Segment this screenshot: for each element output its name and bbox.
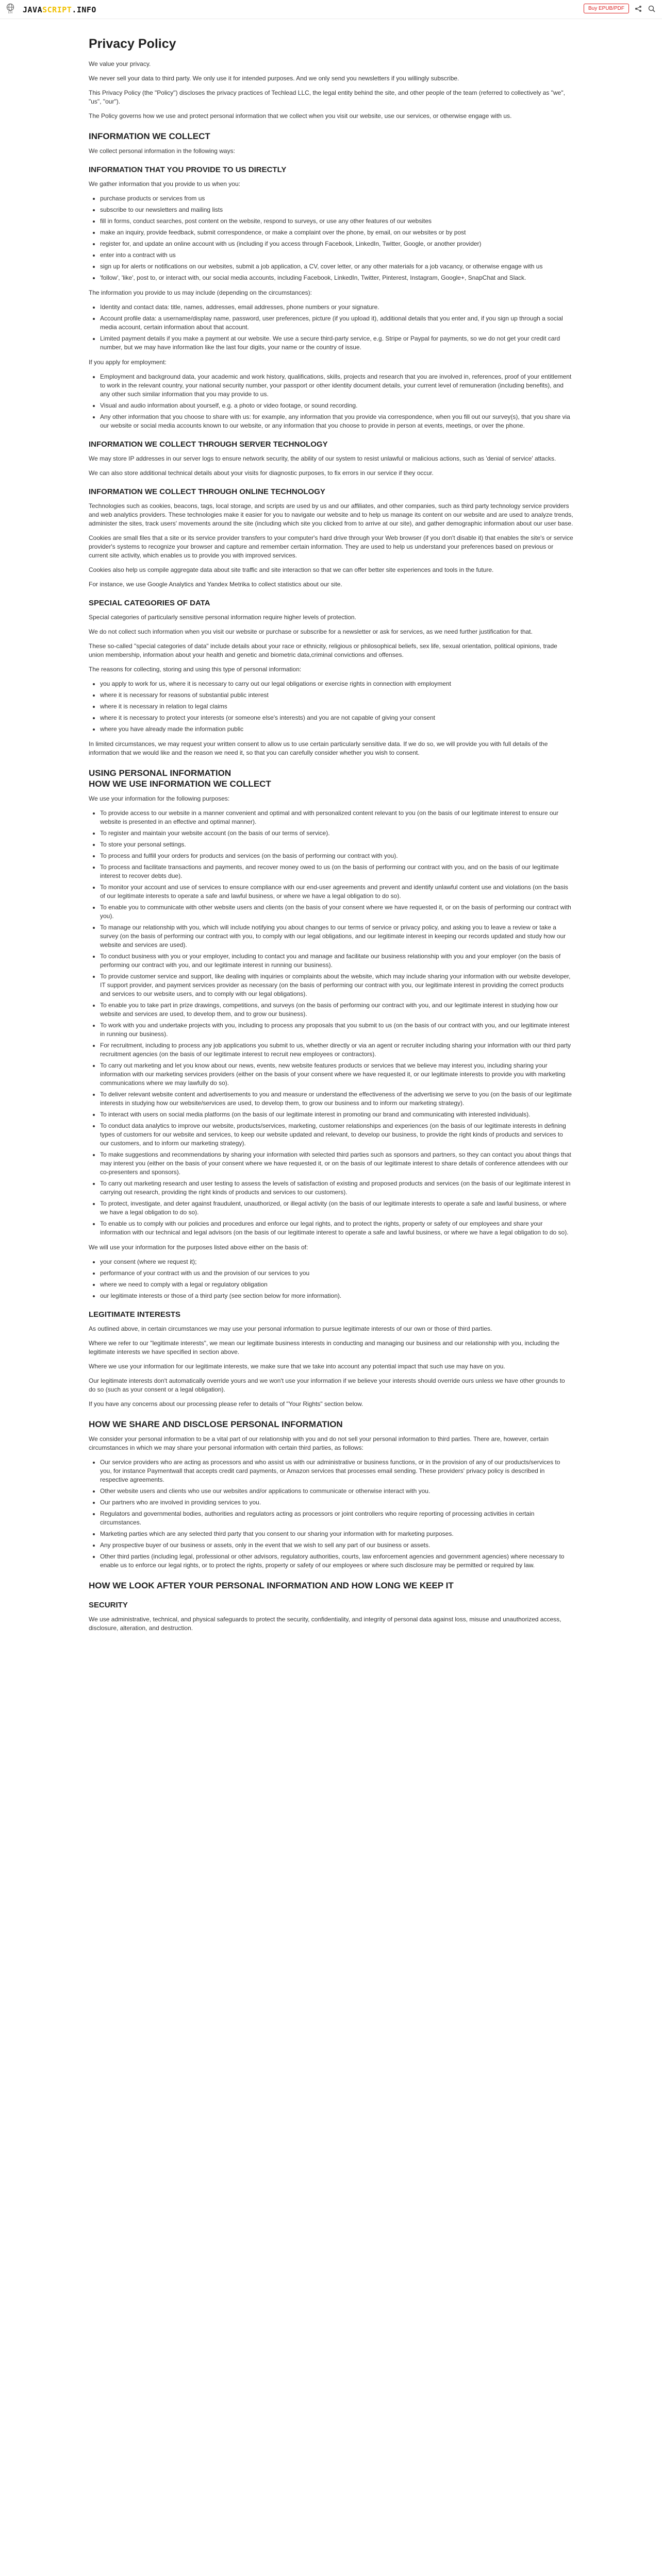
list-item: • where it is necessary for reasons of substantial public interest (100, 691, 573, 700)
list-item: • Identity and contact data: title, names, addresses, email addresses, phone numbers or your signature. (100, 303, 573, 312)
list-item: • To enable us to comply with our policies and procedures and enforce our legal rights, and to protect the rights, property or safety of our employees and share your information with our technical and legal advisors (on the basis of our legitimate interest to operate a safe and lawful business, or where we have a legal obligation to do so). (100, 1219, 573, 1237)
list-item: • To register and maintain your website account (on the basis of our terms of service). (100, 829, 573, 838)
paragraph: As outlined above, in certain circumstances we may use your personal information to pursue legitimate interests of our own or those of third parties. (89, 1325, 492, 1332)
list-item: • our legitimate interests or those of a third party (see section below for more information). (100, 1292, 573, 1300)
paragraph: We can also store additional technical details about your visits for diagnostic purposes, to fix errors in our service if they occur. (89, 469, 434, 477)
paragraph: We may store IP addresses in our server logs to ensure network security, the ability of our system to resist unlawful or malicious actions, such as 'denial of service' attacks. (89, 455, 556, 462)
list-item: • 'follow', 'like', post to, or interact with, our social media accounts, including Facebook, LinkedIn, Twitter, Pinterest, Instagram, Google+, SnapChat and Slack. (100, 274, 573, 282)
list-item: • To make suggestions and recommendations by sharing your information with selected third parties such as sponsors and partners, so they can contact you about things that may interest you (either on the basis of your consent where we have requested it, or on the basis of our legitimate interest to share details of conference attendees with our co-presenters and sponsors). (100, 1150, 573, 1177)
list-item: • To process and fulfill your orders for products and services (on the basis of performing our contract with you). (100, 852, 573, 860)
list-item: • To store your personal settings. (100, 840, 573, 849)
sidebar-toggle[interactable] (5, 3, 15, 14)
list-item: • To protect, investigate, and deter against fraudulent, unauthorized, or illegal activity (on the basis of our legitimate interests to operate a safe and lawful business, or where we have a legal obligation to do so). (100, 1199, 573, 1217)
list-item: • where it is necessary to protect your interests (or someone else's interests) and you are not capable of giving your consent (100, 714, 573, 722)
paragraph: Special categories of particularly sensitive personal information require higher levels of protection. (89, 614, 356, 621)
search-icon[interactable] (648, 5, 656, 13)
list-item: • For recruitment, including to process any job applications you submit to us, whether directly or via an agent or recruiter including sharing your information with our third party recruitment agencies (on the basis of our legitimate interest to recruit new employees or contractors). (100, 1041, 573, 1059)
list (89, 809, 573, 1237)
paragraph: Where we use your information for our legitimate interests, we make sure that we take into account any potential impact that such use may have on you. (89, 1363, 505, 1370)
list-item: • Marketing parties which are any selected third party that you consent to our sharing your information with for marketing purposes. (100, 1530, 573, 1538)
language-label: EN (8, 11, 13, 14)
list-item: • To enable you to communicate with other website users and clients (on the basis of your consent where we have requested it, or on the basis of performing our contract with you). (100, 903, 573, 921)
list-item: • enter into a contract with us (100, 251, 573, 260)
paragraph: We do not collect such information when you visit our website or purchase or subscribe for a newsletter or ask for services, as we need further justification for that. (89, 628, 533, 635)
list-item: • To conduct business with you or your employer, including to contact you and manage and facilitate our business relationship with you and your employer (on the basis of performing our contract with you, and our legitimate interest in running our business). (100, 952, 573, 970)
section-heading: INFORMATION THAT YOU PROVIDE TO US DIRECTLY (89, 165, 287, 174)
buy-epub-pdf-button[interactable]: Buy EPUB/PDF (584, 4, 629, 13)
section-heading: SECURITY (89, 1601, 128, 1609)
top-bar (0, 0, 662, 19)
list-item: • subscribe to our newsletters and mailing lists (100, 206, 573, 214)
list-item: • performance of your contract with us and the provision of our services to you (100, 1269, 573, 1278)
section-heading: HOW WE USE INFORMATION WE COLLECT (89, 779, 271, 789)
list-item: • where it is necessary in relation to legal claims (100, 702, 573, 711)
list-item: • Any other information that you choose to share with us: for example, any information that you provide via correspondence, when you fill out our survey(s), that you share via our website or social media accounts known to our website, or any information that you choose to provide in person at events, meetings, or over the phone. (100, 413, 573, 430)
site-logo[interactable] (23, 5, 96, 14)
list-item: • To enable you to take part in prize drawings, competitions, and surveys (on the basis of performing our contract with you, and our legitimate interest in studying how our website and services are used, to develop them, and to grow our business). (100, 1001, 573, 1019)
list-item: • Our partners who are involved in providing services to you. (100, 1498, 573, 1507)
list-item: • Our service providers who are acting as processors and who assist us with our administrative or business functions, or in the provision of any of our products/services to you, for instance Paymentwall that accepts credit card payments, or Amazon services that processes email sending. These providers' privacy policy is described in respective agreements. (100, 1458, 573, 1484)
paragraph: If you have any concerns about our processing please refer to details of "Your Rights" section below. (89, 1400, 363, 1408)
paragraph: In limited circumstances, we may request your written consent to allow us to use certain particularly sensitive data. If we do so, we will provide you with full details of the information that we would like and the reason we need it, so that you can carefully consider whether you wish to consent. (89, 740, 548, 756)
list (89, 1458, 573, 1570)
intro-paragraph: We value your privacy. (89, 60, 151, 67)
section-heading: INFORMATION WE COLLECT THROUGH SERVER TECHNOLOGY (89, 440, 328, 449)
paragraph: If you apply for employment: (89, 359, 167, 366)
section-heading: HOW WE LOOK AFTER YOUR PERSONAL INFORMATION AND HOW LONG WE KEEP IT (89, 1581, 454, 1590)
paragraph: These so-called "special categories of data" include details about your race or ethnicity, religious or philosophical beliefs, sex life, sexual orientation, political opinions, trade union membership, information about your health and genetic and biometric data,criminal convictions and offenses. (89, 642, 557, 658)
page-title: Privacy Policy (89, 37, 176, 51)
list-item: • To process and facilitate transactions and payments, and recover money owed to us (on the basis of performing our contract with you, and on the basis of our legitimate interest to recover debts due). (100, 863, 573, 880)
paragraph: We gather information that you provide to us when you: (89, 180, 240, 188)
list-item: • Regulators and governmental bodies, authorities and regulators acting as processors or joint controllers who require reporting of processing activities in certain circumstances. (100, 1510, 573, 1527)
share-icon[interactable] (634, 5, 642, 13)
paragraph: Where we refer to our "legitimate interests", we mean our legitimate business interests in conducting and managing our business and our relationship with you, including the legitimate interests we have specified in section above. (89, 1340, 560, 1355)
section-heading: SPECIAL CATEGORIES OF DATA (89, 599, 210, 607)
section-heading: INFORMATION WE COLLECT (89, 131, 210, 141)
paragraph: The information you provide to us may include (depending on the circumstances): (89, 289, 312, 296)
main-content (89, 30, 573, 1638)
list (89, 194, 573, 282)
paragraph: We will use your information for the purposes listed above either on the basis of: (89, 1244, 308, 1251)
paragraph: Technologies such as cookies, beacons, tags, local storage, and scripts are used by us and our affiliates, and other companies, such as third party technology service providers and web analytics providers. These technologies make it easier for you to navigate our website and to help us manage its content on our website and are used to analyze trends, administer the sites, track users' movements around the site (including which site you clicked from to arrive at our site), and gather demographic information about our user base. (89, 502, 573, 527)
list-item: • where we need to comply with a legal or regulatory obligation (100, 1280, 573, 1289)
list-item: • fill in forms, conduct searches, post content on the website, respond to surveys, or use any other features of our websites (100, 217, 573, 226)
list-item: • purchase products or services from us (100, 194, 573, 203)
list-item: • make an inquiry, provide feedback, submit correspondence, or make a complaint over the phone, by email, on our websites or by post (100, 228, 573, 237)
globe-icon (6, 3, 14, 11)
list-item: • sign up for alerts or notifications on our websites, submit a job application, a CV, cover letter, or any other materials for a job vacancy, or otherwise engage with us (100, 262, 573, 271)
list-item: • you apply to work for us, where it is necessary to carry out our legal obligations or exercise rights in connection with employment (100, 680, 573, 688)
list-item: • Limited payment details if you make a payment at our website. We use a secure third-party service, e.g. Stripe or Paypal for payments, so we do not get your credit card number, but we may have information like the last four digits, your name or the country of issue. (100, 334, 573, 352)
paragraph: We use your information for the following purposes: (89, 795, 230, 802)
list-item: • To carry out marketing research and user testing to assess the levels of satisfaction of existing and proposed products and services (on the basis of our legitimate interest in carrying out research, providing the right kinds of products and services to our customers). (100, 1179, 573, 1197)
list-item: • To provide customer service and support, like dealing with inquiries or complaints about the website, which may include sharing your information with our website developer, IT support provider, and payment services provider as necessary (on the basis of performing our contract with you, our legitimate interest in providing the correct products and services to our website users, and to comply with our legal obligations). (100, 972, 573, 998)
paragraph: We collect personal information in the following ways: (89, 147, 235, 155)
list-item: • Employment and background data, your academic and work history, qualifications, skills, projects and research that you are involved in, references, proof of your entitlement to work in the relevant country, your national security number, your passport or other identity document details, your current level of remuneration (including benefits), and any other such similar information that you may provide to us. (100, 372, 573, 399)
list-item: • your consent (where we request it); (100, 1258, 573, 1266)
list-item: • To deliver relevant website content and advertisements to you and measure or understand the effectiveness of the advertising we serve to you (on the basis of our legitimate interests in studying how our website/services are used, to develop them, to grow our business and to inform our marketing strategy). (100, 1090, 573, 1108)
list (89, 1258, 573, 1300)
logo-part-2: SCRIPT (42, 5, 72, 14)
intro-paragraph: The Policy governs how we use and protect personal information that we collect when you visit our website, use our services, or otherwise engage with us. (89, 112, 512, 120)
list-item: • To work with you and undertake projects with you, including to process any proposals that you submit to us (on the basis of our contract with you, and our legitimate interest in running our business). (100, 1021, 573, 1039)
list-item: • Other third parties (including legal, professional or other advisors, regulatory authorities, courts, law enforcement agencies and government agencies) where necessary to enable us to enforce our legal rights, or to protect the rights, property or safety of our employees or where such disclosure may be permitted or required by law. (100, 1552, 573, 1570)
logo-part-1: JAVA (23, 5, 43, 14)
list-item: • Visual and audio information about yourself, e.g. a photo or video footage, or sound recording. (100, 401, 573, 410)
list-item: • To conduct data analytics to improve our website, products/services, marketing, customer relationships and experiences (on the basis of our legitimate interests in defining types of customers for our website and services, to keep our website updated and relevant, to develop our business, to provide the right kinds of products and services to our customers, and to inform our marketing strategy). (100, 1122, 573, 1148)
list-item: • To provide access to our website in a manner convenient and optimal and with personalized content relevant to you (on the basis of our legitimate interest to ensure our website is presented in an effective and optimal manner). (100, 809, 573, 826)
paragraph: Cookies also help us compile aggregate data about site traffic and site interaction so that we can offer better site experiences and tools in the future. (89, 566, 494, 573)
section-heading: INFORMATION WE COLLECT THROUGH ONLINE TECHNOLOGY (89, 487, 325, 496)
list (89, 372, 573, 430)
list-item: • To monitor your account and use of services to ensure compliance with our end-user agreements and prevent and identify unlawful content use and violations (on the basis of our legitimate interests to operate a safe and lawful business, or where we have a legal obligation to do so). (100, 883, 573, 901)
list (89, 680, 573, 734)
paragraph: For instance, we use Google Analytics and Yandex Metrika to collect statistics about our site. (89, 581, 342, 588)
paragraph: The reasons for collecting, storing and using this type of personal information: (89, 666, 302, 673)
list (89, 303, 573, 352)
list-item: • Any prospective buyer of our business or assets, only in the event that we wish to sell any part of our business or assets. (100, 1541, 573, 1550)
list-item: • Account profile data: a username/display name, password, user preferences, picture (if you upload it), additional details that you enter and, if you sign up through a social media account, certain information about that account. (100, 314, 573, 332)
intro-block (89, 60, 573, 121)
list-item: • Other website users and clients who use our websites and/or applications to communicate or otherwise interact with you. (100, 1487, 573, 1496)
list-item: • register for, and update an online account with us (including if you access through Facebook, LinkedIn, Twitter, Google, or another provider) (100, 240, 573, 248)
paragraph: Cookies are small files that a site or its service provider transfers to your computer's hard drive through your Web browser (if you don't disable it) that enables the site's or service provider's systems to recognize your browser and capture and remember certain information. They are used to help us understand your preferences based on previous or current site activity, which enables us to provide you with improved services. (89, 534, 573, 559)
topbar-actions (584, 4, 656, 13)
list-item: • To interact with users on social media platforms (on the basis of our legitimate interest in promoting our brand and communicating with interested individuals). (100, 1110, 573, 1119)
section-heading: USING PERSONAL INFORMATION (89, 768, 231, 778)
logo-part-3: .INFO (72, 5, 96, 14)
list-item: • To carry out marketing and let you know about our news, events, new website features products or services that we believe may interest you, including sharing your information with our marketing services providers (either on the basis of your consent where we have requested it, or our legitimate interests to provide you with marketing communications where we may lawfully do so). (100, 1061, 573, 1088)
section-heading: LEGITIMATE INTERESTS (89, 1310, 181, 1319)
section-heading: HOW WE SHARE AND DISCLOSE PERSONAL INFORMATION (89, 1419, 343, 1429)
intro-paragraph: This Privacy Policy (the "Policy") discloses the privacy practices of Techlead LLC, the legal entity behind the site, and other people of the team (referred to collectively as "we", "us", "our"). (89, 89, 565, 105)
list-item: • To manage our relationship with you, which will include notifying you about changes to our terms of service or privacy policy, and asking you to leave a review or take a survey (on the basis of performing our contract with you, to comply with our legal obligations, and our legitimate interest in keeping our records updated and study how our website and services are used). (100, 923, 573, 950)
paragraph: We use administrative, technical, and physical safeguards to protect the security, confidentiality, and integrity of personal data against loss, misuse and unauthorized access, disclosure, alteration, and destruction. (89, 1616, 561, 1632)
paragraph: We consider your personal information to be a vital part of our relationship with you and do not sell your personal information to third parties. There are, however, certain circumstances in which we may share your personal information with certain third parties, as follows: (89, 1435, 549, 1451)
intro-paragraph: We never sell your data to third party. We only use it for intended purposes. And we only send you newsletters if you willingly subscribe. (89, 75, 459, 82)
paragraph: Our legitimate interests don't automatically override yours and we won't use your information if we believe your interests should override ours unless we have other grounds to do so (such as your consent or a legal obligation). (89, 1377, 565, 1393)
list-item: • where you have already made the information public (100, 725, 573, 734)
